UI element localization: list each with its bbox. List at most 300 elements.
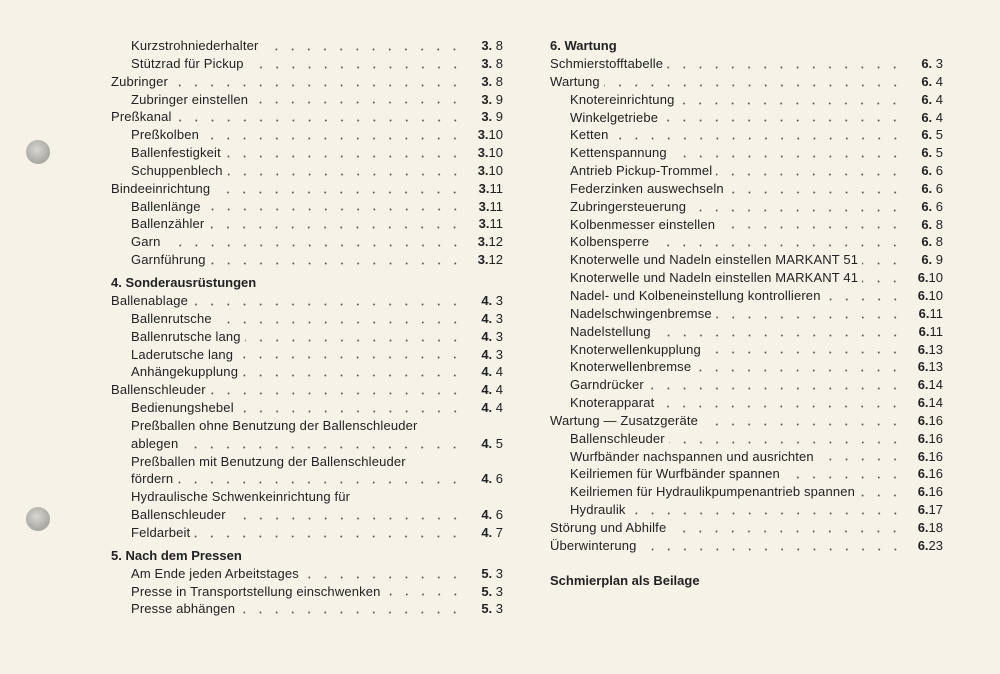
sub-page-number: 6 bbox=[492, 471, 503, 487]
spacer bbox=[550, 555, 943, 572]
dot-leader bbox=[784, 469, 903, 479]
toc-entry-label: Bedienungshebel bbox=[131, 400, 234, 416]
chapter-number: 4. bbox=[481, 382, 493, 398]
chapter-number: 6. bbox=[921, 198, 933, 214]
page-number bbox=[465, 381, 503, 399]
toc-entry-label: Schuppenblech bbox=[131, 162, 223, 178]
sub-page-number: 13 bbox=[928, 341, 943, 357]
page-number bbox=[905, 394, 943, 412]
toc-entry-label: Presse abhängen bbox=[131, 601, 236, 617]
toc-entry[interactable] bbox=[550, 144, 943, 162]
page-number bbox=[905, 537, 943, 555]
toc-entry[interactable] bbox=[550, 269, 943, 287]
chapter-number: 6. bbox=[921, 56, 933, 71]
sub-page-number: 11 bbox=[489, 216, 503, 232]
chapter-number: 3. bbox=[481, 73, 493, 89]
chapter-number: 5. bbox=[481, 565, 493, 581]
dot-leader bbox=[210, 255, 463, 265]
page-number bbox=[465, 73, 503, 91]
dot-leader bbox=[667, 59, 903, 69]
toc-entry[interactable] bbox=[550, 180, 943, 198]
sub-page-number: 3 bbox=[492, 346, 503, 362]
section-heading: Schmierplan als Beilage bbox=[550, 572, 700, 588]
toc-entry-label: Keilriemen für Wurfbänder spannen bbox=[570, 466, 780, 482]
sub-page-number: 6 bbox=[932, 198, 943, 214]
toc-entry-label: Ballenlänge bbox=[131, 198, 201, 214]
dot-leader bbox=[716, 309, 903, 319]
toc-entry[interactable] bbox=[111, 233, 503, 251]
chapter-number: 3. bbox=[478, 180, 490, 196]
chapter-number: 4. bbox=[481, 400, 493, 416]
page-number bbox=[465, 55, 503, 73]
toc-entry[interactable] bbox=[550, 216, 943, 234]
toc-entry-label: Am Ende jeden Arbeitstages bbox=[131, 565, 299, 581]
chapter-number: 4. bbox=[481, 346, 493, 362]
dot-leader bbox=[262, 41, 463, 51]
toc-entry[interactable] bbox=[550, 483, 943, 501]
toc-entry-label: Ballenrutsche lang bbox=[131, 328, 241, 344]
sub-page-number: 8 bbox=[492, 73, 503, 89]
sub-page-number: 11 bbox=[929, 305, 943, 321]
toc-entry-label: Hydraulik bbox=[570, 502, 626, 518]
toc-entry-label: Nadel- und Kolbeneinstellung kontrollieren bbox=[570, 287, 821, 303]
dot-leader bbox=[862, 273, 903, 283]
dot-leader bbox=[690, 202, 903, 212]
toc-entry-label: Garndrücker bbox=[570, 377, 644, 393]
sub-page-number: 16 bbox=[928, 448, 943, 464]
sub-page-number: 4 bbox=[932, 91, 943, 107]
dot-leader bbox=[719, 219, 903, 229]
toc-entry-label: Nadelschwingenbremse bbox=[570, 305, 712, 321]
chapter-number: 6. bbox=[917, 430, 929, 446]
toc-entry-label: Preßkolben bbox=[131, 127, 199, 143]
chapter-number: 4. bbox=[481, 292, 493, 308]
toc-entry-label: Presse in Transportstellung einschwenken bbox=[131, 583, 381, 599]
toc-entry-label: Feldarbeit bbox=[131, 524, 191, 540]
sub-page-number: 3 bbox=[492, 292, 503, 308]
toc-entry-label: Zubringersteuerung bbox=[570, 198, 687, 214]
sub-page-number: 11 bbox=[929, 323, 943, 339]
toc-entry[interactable] bbox=[550, 537, 943, 555]
page-number bbox=[465, 180, 503, 198]
toc-entry-label: Überwinterung bbox=[550, 537, 637, 553]
dot-leader bbox=[303, 569, 463, 579]
sub-page-number: 5 bbox=[932, 127, 943, 143]
chapter-number: 3. bbox=[478, 198, 490, 214]
dot-leader bbox=[237, 349, 463, 359]
chapter-number: 3. bbox=[481, 91, 493, 107]
toc-entry[interactable] bbox=[550, 394, 943, 412]
dot-leader bbox=[658, 398, 903, 408]
dot-leader bbox=[655, 327, 903, 337]
dot-leader bbox=[705, 344, 903, 354]
toc-entry-label: Laderutsche lang bbox=[131, 346, 234, 362]
sub-page-number: 3 bbox=[492, 583, 503, 599]
page-number bbox=[465, 233, 503, 251]
toc-entry[interactable] bbox=[550, 448, 943, 466]
toc-entry[interactable] bbox=[111, 215, 503, 233]
dot-leader bbox=[670, 523, 903, 533]
page-number bbox=[905, 126, 943, 144]
sub-page-number: 4 bbox=[492, 382, 503, 398]
toc-entry-label: Preßballen mit Benutzung der Ballenschleuder bbox=[131, 453, 406, 469]
toc-entry[interactable] bbox=[111, 37, 503, 55]
dot-leader bbox=[230, 510, 463, 520]
toc-entry-label: Hydraulische Schwenkeinrichtung für bbox=[131, 489, 351, 505]
toc-entry[interactable] bbox=[550, 430, 943, 448]
sub-page-number: 4 bbox=[932, 109, 943, 125]
toc-entry-label: Ballenschleuder bbox=[570, 430, 665, 446]
toc-entry-label: Ballenablage bbox=[111, 292, 188, 308]
dot-leader bbox=[818, 451, 903, 461]
toc-entry-label: Knoterwellenbremse bbox=[570, 359, 692, 375]
page-number bbox=[465, 346, 503, 364]
chapter-number: 6. bbox=[917, 502, 929, 518]
toc-entry-label: Zubringer bbox=[111, 73, 168, 89]
sub-page-number: 8 bbox=[932, 234, 943, 250]
page-number bbox=[465, 215, 503, 233]
toc-entry-label: Störung und Abhilfe bbox=[550, 519, 667, 535]
page-number bbox=[905, 376, 943, 394]
dot-leader bbox=[205, 201, 463, 211]
sub-page-number: 3 bbox=[932, 56, 943, 71]
toc-entry-label: Ketten bbox=[570, 127, 609, 143]
page-number bbox=[465, 583, 503, 601]
dot-leader bbox=[728, 184, 903, 194]
page-number bbox=[905, 430, 943, 448]
dot-leader bbox=[208, 219, 463, 229]
sub-page-number: 6 bbox=[932, 163, 943, 179]
toc-entry[interactable] bbox=[111, 292, 503, 310]
chapter-number: 3. bbox=[477, 127, 489, 143]
toc-right-column bbox=[550, 37, 943, 590]
toc-entry[interactable] bbox=[111, 506, 503, 524]
dot-leader bbox=[165, 237, 463, 247]
toc-entry-label: Kurzstrohniederhalter bbox=[131, 38, 259, 53]
sub-page-number: 10 bbox=[488, 162, 503, 178]
sub-page-number: 16 bbox=[928, 412, 943, 428]
sub-page-number: 14 bbox=[928, 395, 943, 411]
sub-page-number: 10 bbox=[488, 145, 503, 161]
section-heading: 6. Wartung bbox=[550, 38, 617, 53]
toc-entry-label: Ballenschleuder bbox=[131, 507, 226, 523]
sub-page-number: 10 bbox=[928, 270, 943, 286]
toc-entry[interactable] bbox=[550, 323, 943, 341]
toc-entry[interactable] bbox=[550, 55, 943, 73]
toc-entry-label: Ballenzähler bbox=[131, 216, 205, 232]
chapter-number: 6. bbox=[917, 341, 929, 357]
sub-page-number: 7 bbox=[492, 524, 503, 540]
dot-leader bbox=[825, 291, 903, 301]
toc-entry[interactable] bbox=[111, 144, 503, 162]
dot-leader bbox=[192, 296, 463, 306]
dot-leader bbox=[242, 367, 463, 377]
toc-entry-label: Antrieb Pickup-Trommel bbox=[570, 163, 713, 179]
sub-page-number: 23 bbox=[928, 537, 943, 553]
toc-entry[interactable] bbox=[111, 55, 503, 73]
chapter-number: 5. bbox=[481, 583, 493, 599]
sub-page-number: 4 bbox=[492, 400, 503, 416]
toc-entry[interactable] bbox=[111, 328, 503, 346]
page-number bbox=[905, 501, 943, 519]
toc-entry[interactable] bbox=[111, 600, 503, 618]
toc-entry-label: Nadelstellung bbox=[570, 323, 651, 339]
sub-page-number: 6 bbox=[492, 507, 503, 523]
sub-page-number: 16 bbox=[928, 484, 943, 500]
sub-page-number: 18 bbox=[928, 519, 943, 535]
toc-entry-label: Kolbenmesser einstellen bbox=[570, 216, 716, 232]
toc-entry[interactable] bbox=[550, 341, 943, 359]
sub-page-number: 8 bbox=[932, 216, 943, 232]
toc-entry[interactable] bbox=[111, 524, 503, 542]
dot-leader bbox=[252, 94, 463, 104]
page-number bbox=[905, 144, 943, 162]
toc-entry[interactable] bbox=[550, 358, 943, 376]
page-number bbox=[905, 305, 943, 323]
page-number bbox=[465, 108, 503, 126]
chapter-number: 4. bbox=[481, 524, 493, 540]
toc-entry-label: Garnführung bbox=[131, 252, 206, 268]
toc-entry-label: Wurfbänder nachspannen und ausrichten bbox=[570, 448, 814, 464]
page-number bbox=[465, 198, 503, 216]
toc-entry-label: Knotereinrichtung bbox=[570, 91, 675, 107]
sub-page-number: 12 bbox=[488, 234, 503, 250]
toc-entry[interactable] bbox=[111, 108, 503, 126]
page-number bbox=[465, 363, 503, 381]
dot-leader bbox=[716, 166, 903, 176]
sub-page-number: 5 bbox=[932, 145, 943, 161]
page-number bbox=[465, 600, 503, 618]
page-number bbox=[905, 162, 943, 180]
toc-entry-label: Anhängekupplung bbox=[131, 364, 239, 380]
toc-entry[interactable] bbox=[550, 465, 943, 483]
page-number bbox=[465, 435, 503, 453]
chapter-number: 6. bbox=[918, 305, 930, 321]
toc-entry-label: Zubringer einstellen bbox=[131, 91, 249, 107]
toc-entry-label: Preßballen ohne Benutzung der Ballenschleuder bbox=[131, 417, 418, 433]
chapter-number: 3. bbox=[481, 38, 493, 53]
toc-entry-label: Wartung bbox=[550, 73, 600, 89]
chapter-number: 4. bbox=[481, 364, 493, 380]
toc-entry[interactable] bbox=[111, 399, 503, 417]
dot-leader bbox=[239, 604, 463, 614]
sub-page-number: 9 bbox=[932, 252, 943, 268]
toc-entry[interactable] bbox=[550, 198, 943, 216]
toc-entry[interactable] bbox=[111, 91, 503, 109]
page-number bbox=[905, 341, 943, 359]
sub-page-number: 14 bbox=[928, 377, 943, 393]
page-number bbox=[905, 483, 943, 501]
chapter-number: 3. bbox=[481, 55, 493, 71]
chapter-number: 6. bbox=[921, 91, 933, 107]
dot-leader bbox=[641, 541, 904, 551]
page-number bbox=[905, 91, 943, 109]
toc-entry[interactable] bbox=[550, 287, 943, 305]
toc-entry[interactable] bbox=[111, 198, 503, 216]
dot-leader bbox=[862, 255, 903, 265]
toc-entry[interactable] bbox=[550, 91, 943, 109]
sub-page-number: 10 bbox=[928, 287, 943, 303]
chapter-number: 5. bbox=[481, 601, 493, 617]
toc-entry-label: Keilriemen für Hydraulikpumpenantrieb spannen bbox=[570, 484, 855, 500]
toc-entry[interactable] bbox=[550, 126, 943, 144]
dot-leader bbox=[653, 237, 903, 247]
toc-entry-label: Ballenrutsche bbox=[131, 310, 212, 326]
chapter-number: 6. bbox=[921, 163, 933, 179]
chapter-number: 3. bbox=[477, 234, 489, 250]
toc-entry[interactable] bbox=[111, 565, 503, 583]
page-number bbox=[905, 198, 943, 216]
sub-page-number: 6 bbox=[932, 180, 943, 196]
page-number bbox=[465, 37, 503, 55]
toc-entry[interactable] bbox=[111, 310, 503, 328]
page-number bbox=[465, 328, 503, 346]
toc-entry[interactable] bbox=[550, 305, 943, 323]
sub-page-number: 11 bbox=[489, 198, 503, 214]
page-number bbox=[905, 519, 943, 537]
page-number bbox=[465, 399, 503, 417]
toc-entry[interactable] bbox=[550, 109, 943, 127]
toc-entry[interactable] bbox=[111, 470, 503, 488]
page-number bbox=[905, 287, 943, 305]
sub-page-number: 8 bbox=[492, 38, 503, 53]
toc-entry[interactable] bbox=[111, 583, 503, 601]
toc-entry[interactable] bbox=[111, 488, 503, 506]
toc-entry[interactable] bbox=[111, 251, 503, 269]
dot-leader bbox=[177, 474, 463, 484]
toc-entry[interactable] bbox=[111, 126, 503, 144]
chapter-number: 6. bbox=[921, 109, 933, 125]
toc-entry[interactable] bbox=[111, 435, 503, 453]
chapter-number: 6. bbox=[921, 73, 933, 89]
toc-entry[interactable] bbox=[550, 251, 943, 269]
toc-entry[interactable] bbox=[550, 162, 943, 180]
toc-entry[interactable] bbox=[550, 233, 943, 251]
chapter-number: 6. bbox=[917, 287, 929, 303]
sub-page-number: 11 bbox=[489, 180, 503, 196]
dot-leader bbox=[669, 434, 903, 444]
page-number bbox=[465, 506, 503, 524]
toc-entry[interactable] bbox=[550, 501, 943, 519]
chapter-number: 4. bbox=[481, 507, 493, 523]
sub-page-number: 9 bbox=[492, 91, 503, 107]
toc-entry[interactable] bbox=[550, 376, 943, 394]
page-number bbox=[465, 470, 503, 488]
sub-page-number: 17 bbox=[928, 502, 943, 518]
punch-hole-top bbox=[26, 140, 50, 164]
chapter-number: 4. bbox=[481, 310, 493, 326]
toc-entry-label: Garn bbox=[131, 234, 161, 250]
toc-entry-label: Knoterapparat bbox=[570, 395, 655, 411]
toc-entry[interactable] bbox=[111, 381, 503, 399]
page-number bbox=[465, 565, 503, 583]
page-number bbox=[905, 465, 943, 483]
toc-entry[interactable] bbox=[111, 346, 503, 364]
sub-page-number: 3 bbox=[492, 601, 503, 617]
dot-leader bbox=[604, 77, 903, 87]
sub-page-number: 12 bbox=[488, 252, 503, 268]
toc-entry-label: Wartung — Zusatzgeräte bbox=[550, 412, 699, 428]
punch-hole-bottom bbox=[26, 507, 50, 531]
section-heading: 4. Sonderausrüstungen bbox=[111, 274, 257, 290]
toc-entry-label: Ballenfestigkeit bbox=[131, 145, 221, 161]
toc-entry[interactable] bbox=[111, 180, 503, 198]
dot-leader bbox=[695, 362, 903, 372]
toc-entry[interactable] bbox=[111, 73, 503, 91]
page-number bbox=[905, 73, 943, 91]
toc-entry[interactable] bbox=[550, 519, 943, 537]
toc-entry[interactable] bbox=[111, 162, 503, 180]
chapter-number: 4. bbox=[481, 471, 493, 487]
sub-page-number: 9 bbox=[492, 109, 503, 125]
dot-leader bbox=[385, 586, 463, 596]
dot-leader bbox=[225, 148, 463, 158]
chapter-number: 4. bbox=[481, 328, 493, 344]
chapter-number: 4. bbox=[481, 435, 493, 451]
toc-entry-label: Kettenspannung bbox=[570, 145, 667, 161]
toc-entry[interactable] bbox=[550, 73, 943, 91]
toc-entry-label: Ballenschleuder bbox=[111, 382, 206, 398]
chapter-number: 3. bbox=[477, 145, 489, 161]
chapter-number: 6. bbox=[921, 252, 933, 268]
dot-leader bbox=[648, 380, 903, 390]
chapter-number: 6. bbox=[921, 216, 933, 232]
dot-leader bbox=[203, 130, 463, 140]
dot-leader bbox=[176, 112, 463, 122]
dot-leader bbox=[859, 487, 903, 497]
dot-leader bbox=[248, 59, 463, 69]
chapter-number: 6. bbox=[917, 484, 929, 500]
dot-leader bbox=[210, 385, 463, 395]
page-number bbox=[905, 55, 943, 73]
page-number bbox=[905, 109, 943, 127]
page-number bbox=[465, 162, 503, 180]
chapter-number: 6. bbox=[917, 377, 929, 393]
sub-page-number: 3 bbox=[492, 310, 503, 326]
sub-page-number: 16 bbox=[928, 430, 943, 446]
toc-entry[interactable] bbox=[111, 453, 503, 471]
chapter-number: 6. bbox=[917, 519, 929, 535]
sub-page-number: 5 bbox=[492, 435, 503, 451]
dot-leader bbox=[216, 314, 463, 324]
chapter-number: 6. bbox=[917, 412, 929, 428]
page-number bbox=[465, 91, 503, 109]
chapter-number: 3. bbox=[477, 252, 489, 268]
toc-entry[interactable] bbox=[111, 363, 503, 381]
toc-entry-label: Bindeeinrichtung bbox=[111, 180, 211, 196]
page-number bbox=[465, 251, 503, 269]
toc-entry-label: Knoterwellenkupplung bbox=[570, 341, 701, 357]
chapter-number: 3. bbox=[478, 216, 490, 232]
page-number bbox=[905, 216, 943, 234]
page-number bbox=[465, 126, 503, 144]
dot-leader bbox=[630, 505, 903, 515]
dot-leader bbox=[245, 332, 463, 342]
toc-entry[interactable] bbox=[111, 417, 503, 435]
dot-leader bbox=[194, 528, 463, 538]
dot-leader bbox=[214, 184, 463, 194]
sub-page-number: 4 bbox=[492, 364, 503, 380]
dot-leader bbox=[172, 77, 463, 87]
toc-entry[interactable] bbox=[550, 412, 943, 430]
sub-page-number: 3 bbox=[492, 565, 503, 581]
sub-page-number: 3 bbox=[492, 328, 503, 344]
page-number bbox=[465, 144, 503, 162]
chapter-number: 6. bbox=[917, 466, 929, 482]
page-number bbox=[905, 358, 943, 376]
page-number bbox=[465, 292, 503, 310]
dot-leader bbox=[671, 148, 903, 158]
